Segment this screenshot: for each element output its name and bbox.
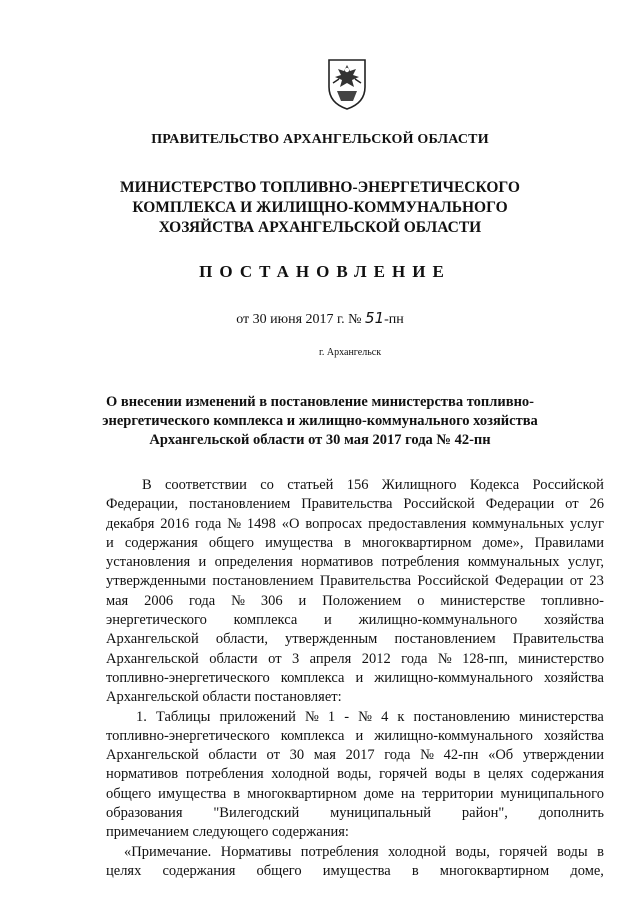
text-line: Архангельской области, утвержденным постановлением Правительства <box>106 631 604 648</box>
coat-of-arms-icon <box>323 57 371 111</box>
text-line: установления и определения нормативов потребления коммунальных услуг, <box>106 554 604 571</box>
text-line: общего имущества в многоквартирном доме на территории муниципального <box>106 785 604 802</box>
subject-line: энергетического комплекса и жилищно-коммунального хозяйства <box>102 413 538 429</box>
preamble-paragraph <box>106 476 604 708</box>
text-line: примечанием следующего содержания: <box>106 824 349 841</box>
subject-line: О внесении изменений в постановление министерства топливно- <box>105 394 535 410</box>
government-title: ПРАВИТЕЛЬСТВО АРХАНГЕЛЬСКОЙ ОБЛАСТИ <box>151 132 489 147</box>
text-line: Архангельской области постановляет: <box>106 689 342 706</box>
item-1-paragraph <box>106 708 604 843</box>
text-line: топливно-энергетического комплекса и жилищно-коммунального хозяйства <box>106 727 604 744</box>
text-line: нормативов потребления холодной воды, горячей воды в целях содержания <box>106 766 604 783</box>
text-line: мая 2006 года № 306 и Положением о министерстве топливно- <box>106 592 604 609</box>
number-suffix: -пн <box>384 312 404 327</box>
document-subject <box>0 393 640 450</box>
ministry-line: МИНИСТЕРСТВО ТОПЛИВНО-ЭНЕРГЕТИЧЕСКОГО <box>120 179 520 196</box>
text-line: утвержденными постановлением Правительства Российской Федерации от 23 <box>106 573 604 590</box>
document-body <box>106 476 604 881</box>
ministry-title <box>0 178 640 238</box>
note-paragraph <box>106 843 604 882</box>
document-number: 51 <box>365 309 385 327</box>
document-date: от 30 июня 2017 г. № <box>236 312 362 327</box>
date-line <box>0 309 640 328</box>
ministry-line: КОМПЛЕКСА И ЖИЛИЩНО-КОММУНАЛЬНОГО <box>132 199 508 216</box>
text-line: В соответствии со статьей 156 Жилищного Кодекса Российской <box>142 477 604 493</box>
text-line: Федерации, постановлением Правительства Российской Федерации от 26 <box>106 496 604 513</box>
text-line: 1. Таблицы приложений № 1 - № 4 к постановлению министерства <box>136 708 604 725</box>
text-line: «Примечание. Нормативы потребления холодной воды, горячей воды в <box>124 843 604 860</box>
document-type: ПОСТАНОВЛЕНИЕ <box>199 262 451 281</box>
text-line: декабря 2016 года № 1498 «О вопросах предоставления коммунальных услуг <box>106 515 604 532</box>
text-line: и содержания общего имущества в многоквартирном доме», Правилами <box>106 534 604 551</box>
ministry-line: ХОЗЯЙСТВА АРХАНГЕЛЬСКОЙ ОБЛАСТИ <box>158 219 482 236</box>
text-line: образования "Вилегодский муниципальный район", дополнить <box>106 805 604 822</box>
subject-line: Архангельской области от 30 мая 2017 года № 42-пн <box>149 432 491 448</box>
text-line: Архангельской области от 30 мая 2017 года № 42-пн «Об утверждении <box>106 747 604 764</box>
text-line: энергетического комплекса и жилищно-коммунального хозяйства <box>106 612 604 629</box>
text-line: топливно-энергетического комплекса и жилищно-коммунального хозяйства <box>106 669 604 686</box>
city-name: г. Архангельск <box>318 347 382 358</box>
text-line: Архангельской области от 3 апреля 2012 года № 128-пп, министерство <box>106 650 604 667</box>
text-line: целях содержания общего имущества в многоквартирном доме, <box>106 862 604 879</box>
